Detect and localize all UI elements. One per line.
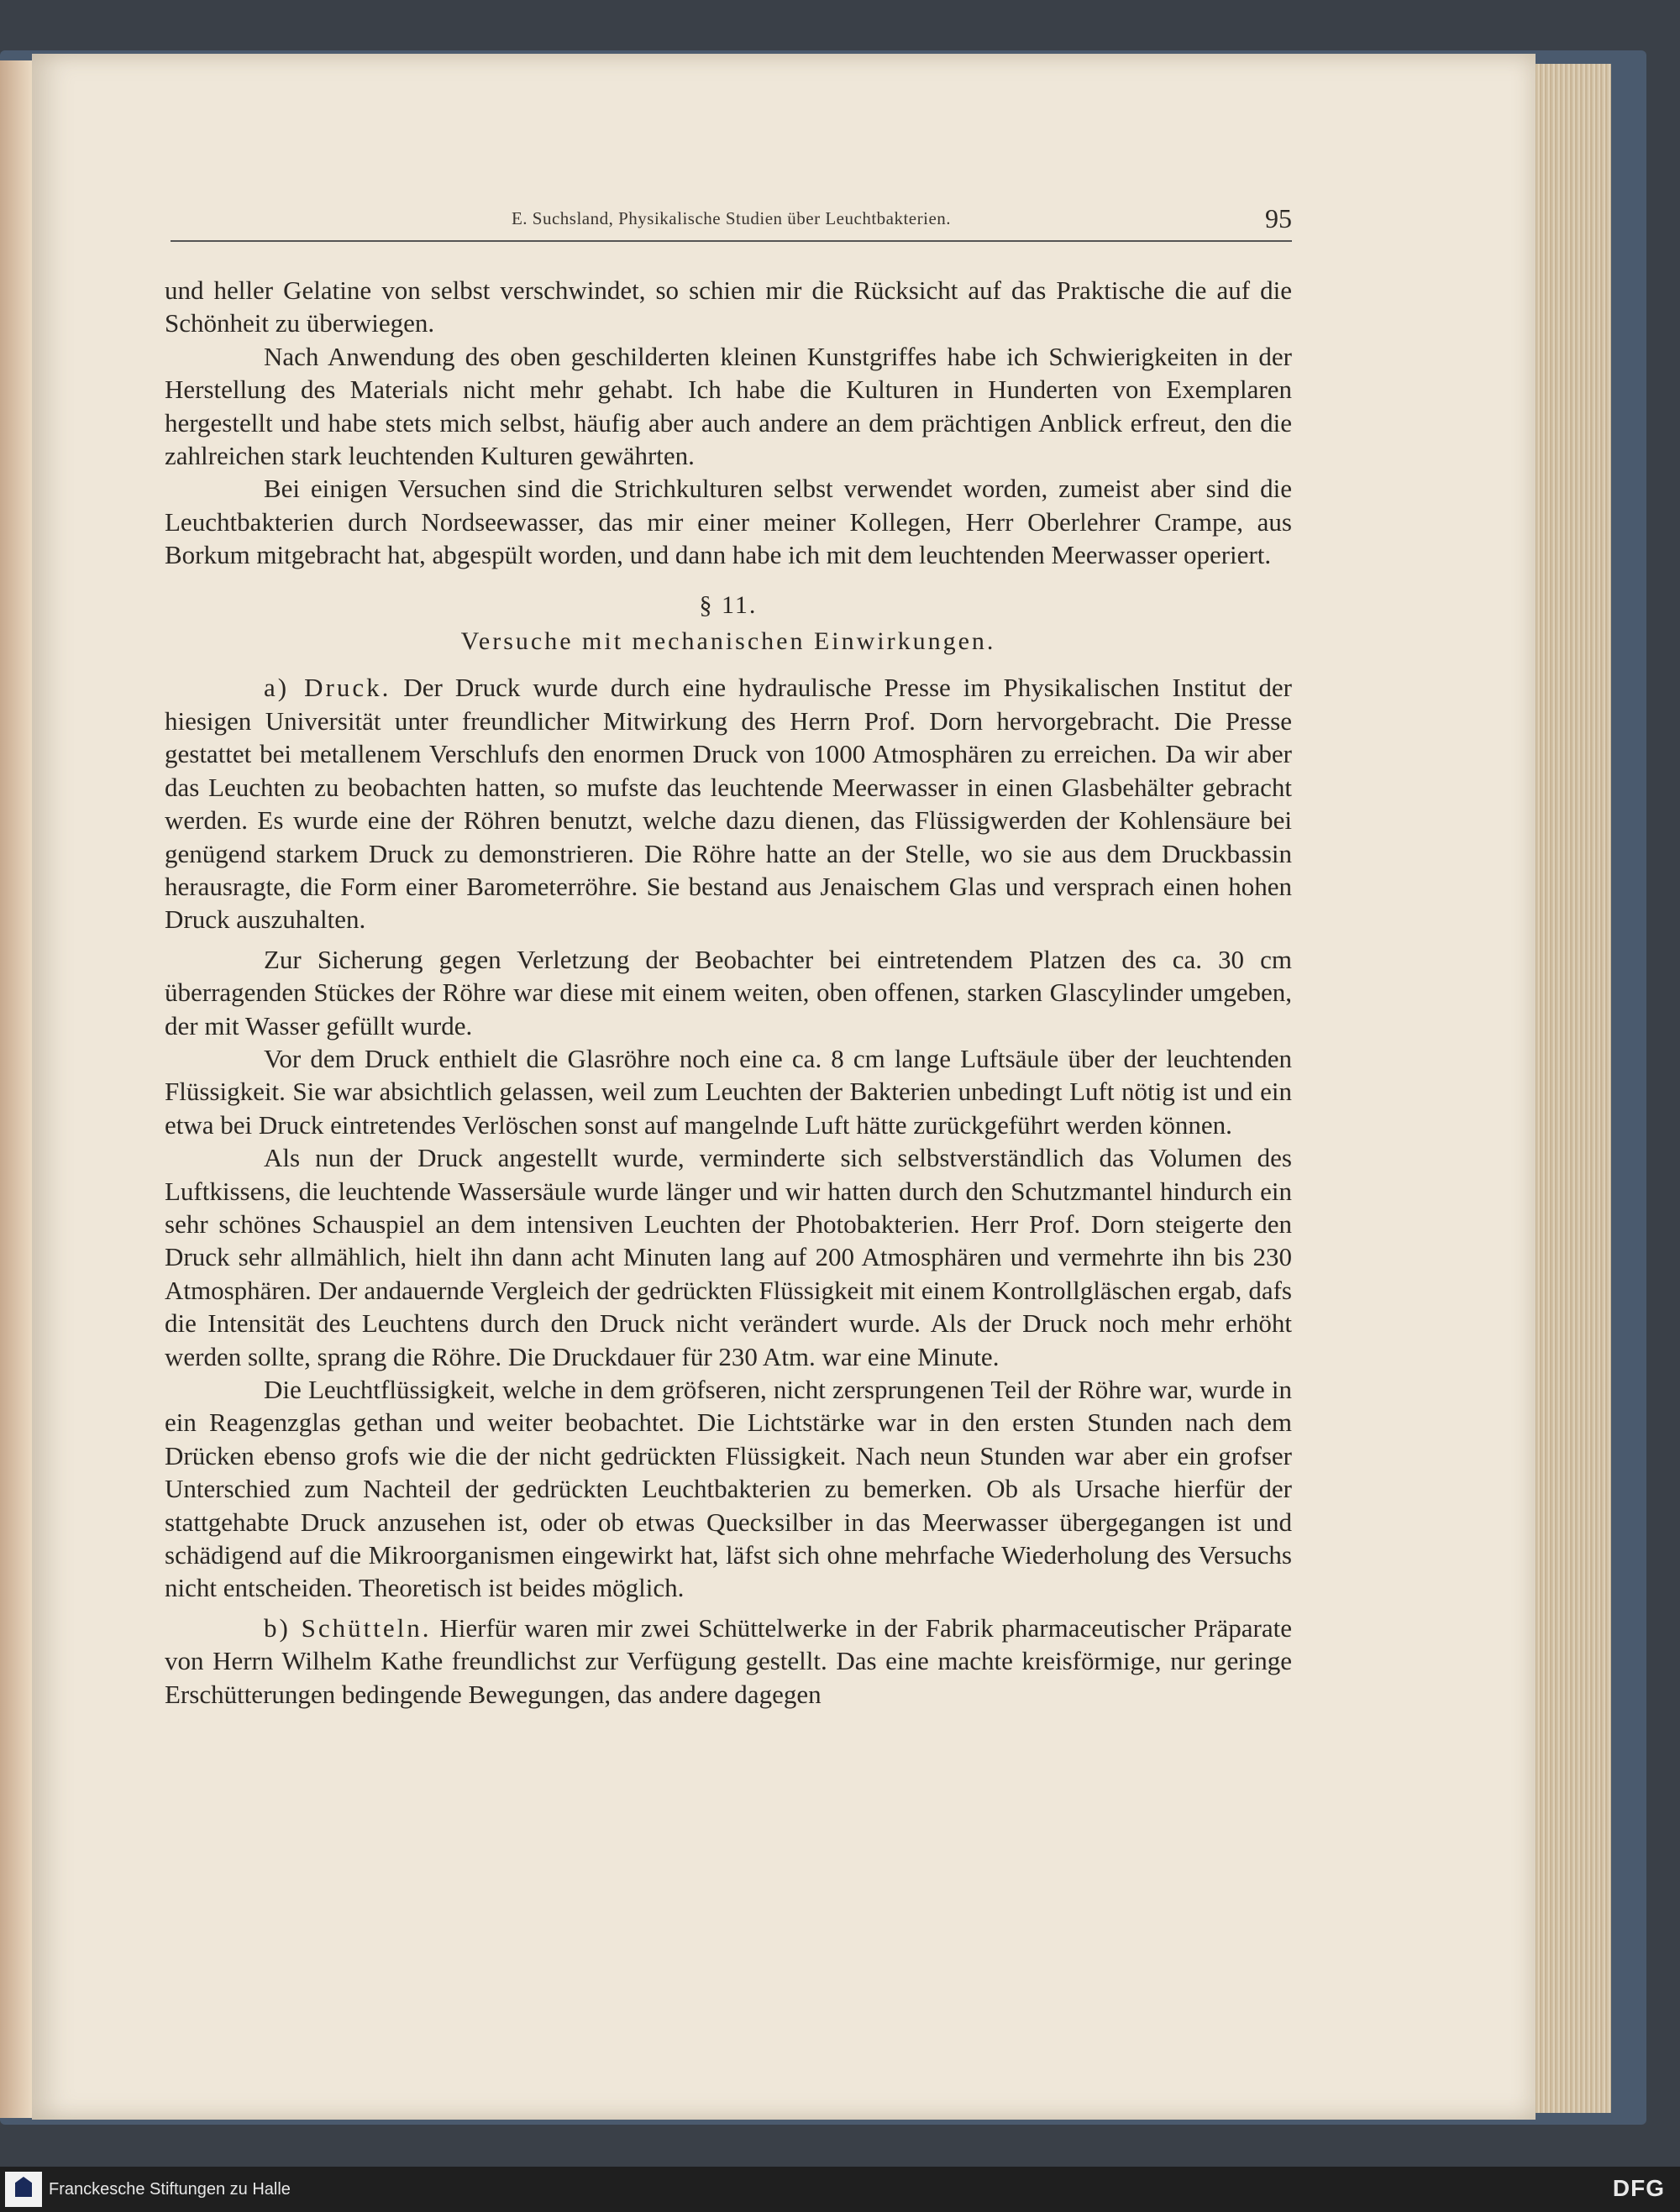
paragraph-text: Der Druck wurde durch eine hydraulische Presse im Physikalischen Institut der hiesigen Universität unter freundlicher Mitwirkung des Herrn Prof. Dorn hervorgebracht. Die Presse gestattet bei metallenem Verschlufs den enormen Druck von 1000 Atmosphären zu erreichen. Da wir aber das Leuchten zu beobachten hatten, so mufste das leuchtende Meerwasser in einen Glasbehälter gebracht werden. Es wurde eine der Röhren benutzt, welche dazu dienen, das Flüssigwerden der Kohlensäure bei genügend starkem Druck zu demonstrieren. Die Röhre hatte an der Stelle, wo sie aus dem Druckbassin herausragte, die Form einer Barometerröhre. Sie bestand aus Jenaischem Glas und versprach einen hohen Druck auszuhalten.: [165, 673, 1293, 935]
paragraph: [165, 1612, 1292, 1711]
subsection-label: a) Druck.: [264, 673, 391, 703]
paragraph: Die Leuchtflüssigkeit, welche in dem gröfseren, nicht zersprungenen Teil der Röhre war, wurde in ein Reagenzglas gethan und weiter beobachtet. Die Lichtstärke war in den ersten Stunden nach dem Drücken ebenso grofs wie die der nicht gedrückten Flüssigkeit. Nach neun Stunden war aber ein grofser Unterschied zum Nachteil der gedrückten Leuchtbakterien zu bemerken. Ob als Ursache hierfür der stattgehabte Druck anzusehen ist, oder ob etwas Quecksilber in das Meerwasser übergegangen ist und schädigend auf die Mikroorganismen eingewirkt hat, läfst sich ohne mehrfache Wiederholung des Versuchs nicht entscheiden. Theoretisch ist beides möglich.: [165, 1375, 1292, 1603]
body-text: [165, 274, 1292, 1711]
page-header: [171, 200, 1292, 242]
section-title: Versuche mit mechanischen Einwirkungen.: [460, 627, 996, 656]
paragraph: Vor dem Druck enthielt die Glasröhre noch eine ca. 8 cm lange Luftsäule über der leuchtenden Flüssigkeit. Sie war absichtlich gelassen, weil zum Leuchten der Bakterien unbedingt Luft nötig ist und ein etwa bei Druck eintretendes Verlöschen sonst auf mangelnde Luft hätte zurückgeführt werden können.: [165, 1043, 1292, 1140]
page-block-edge: [1527, 64, 1611, 2113]
institution-name: Franckesche Stiftungen zu Halle: [49, 2180, 291, 2199]
building-icon: [15, 2177, 32, 2197]
paragraph: Bei einigen Versuchen sind die Strichkulturen selbst verwendet worden, zumeist aber sind die Leuchtbakterien durch Nordseewasser, das mir einer meiner Kollegen, Herr Oberlehrer Crampe, aus Borkum mitgebracht hat, abgespült worden, und dann habe ich mit dem leuchtenden Meerwasser operiert.: [165, 474, 1292, 570]
section-number: § 11.: [699, 590, 758, 619]
facing-page-edge: [0, 60, 34, 2118]
page-number: 95: [1265, 203, 1292, 233]
viewer-footer: [0, 2167, 1680, 2212]
paragraph: Als nun der Druck angestellt wurde, verminderte sich selbstverständlich das Volumen des Luftkissens, die leuchtende Wassersäule wurde länger und wir hatten durch den Schutzmantel hindurch ein sehr schönes Schauspiel an dem intensiven Leuchten der Photobakterien. Herr Prof. Dorn steigerte den Druck sehr allmählich, hielt ihn dann acht Minuten lang auf 200 Atmosphären und vermehrte ihn bis 230 Atmosphären. Der andauernde Vergleich der gedrückten Flüssigkeit mit einem Kontrollgläschen ergab, dafs die Intensität des Leuchtens durch den Druck nicht verändert wurde. Als der Druck noch mehr erhöht werden sollte, sprang die Röhre. Die Druckdauer für 230 Atm. war eine Minute.: [165, 1143, 1292, 1371]
running-title: E. Suchsland, Physikalische Studien über Leuchtbakterien.: [511, 208, 952, 228]
institution-logo: [5, 2172, 42, 2207]
paragraph: Zur Sicherung gegen Verletzung der Beobachter bei eintretendem Platzen des ca. 30 cm überragenden Stückes der Röhre war diese mit einem weiten, oben offenen, starken Glascylinder umgeben, der mit Wasser gefüllt wurde.: [165, 944, 1292, 1040]
paragraph: Nach Anwendung des oben geschilderten kleinen Kunstgriffes habe ich Schwierigkeiten in der Herstellung des Materials nicht mehr gehabt. Ich habe die Kulturen in Hunderten von Exemplaren hergestellt und habe stets mich selbst, häufig aber auch andere an dem prächtigen Anblick erfreut, den die zahlreichen stark leuchtenden Kulturen gewährten.: [165, 341, 1292, 471]
funder-logo: DFG: [1612, 2175, 1665, 2201]
paragraph: [165, 671, 1292, 936]
paragraph-text: Hierfür waren mir zwei Schüttelwerke in der Fabrik pharmaceutischer Präparate von Herrn Wilhelm Kathe freundlichst zur Verfügung gestellt. Das eine machte kreisförmige, nur geringe Erschütterungen bedingende Bewegungen, das andere dagegen: [165, 1612, 1293, 1709]
paragraph: und heller Gelatine von selbst verschwindet, so schien mir die Rücksicht auf das Praktische die auf die Schönheit zu überwiegen.: [165, 275, 1292, 338]
subsection-label: b) Schütteln.: [264, 1612, 432, 1643]
